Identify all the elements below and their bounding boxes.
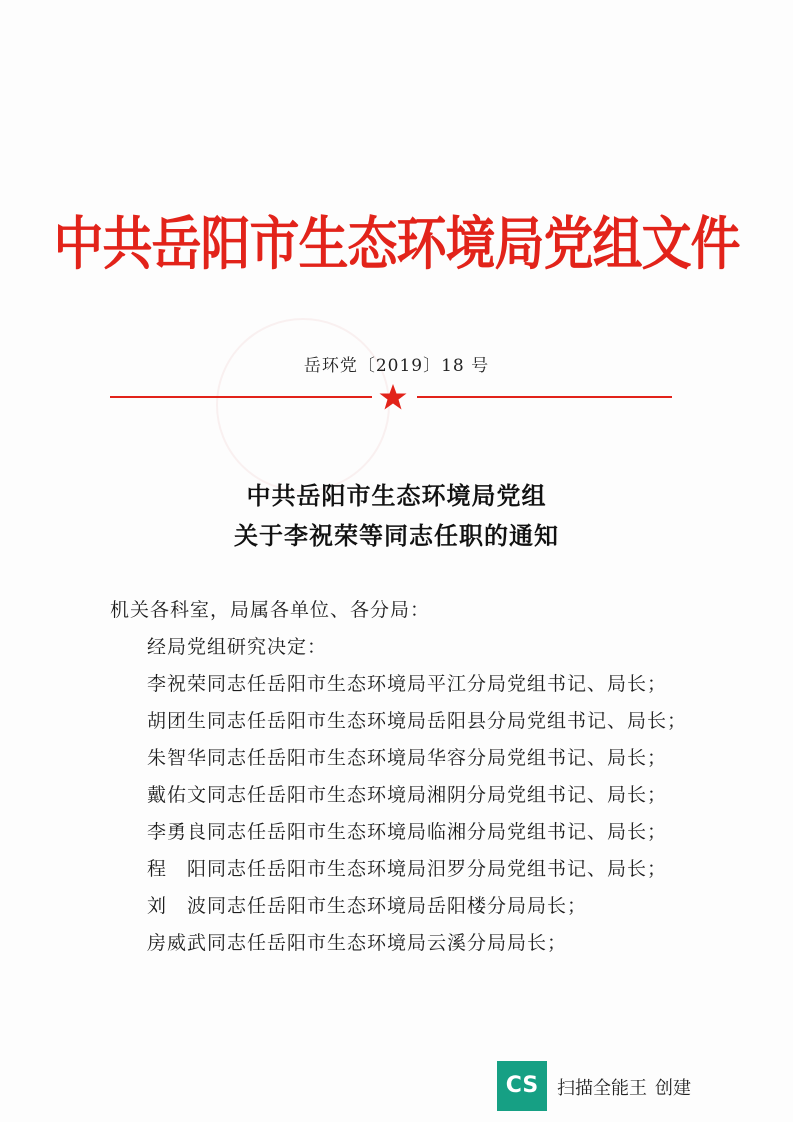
red-divider-right xyxy=(417,396,672,398)
red-divider-left xyxy=(110,396,372,398)
red-header-title: 中共岳阳市生态环境局党组文件 xyxy=(53,210,740,278)
app-name: 扫描全能王 xyxy=(557,1078,647,1099)
appointment-item: 程 阳同志任岳阳市生态环境局汨罗分局党组书记、局长； xyxy=(147,858,668,880)
faint-seal-mark xyxy=(216,318,390,492)
camscanner-watermark-text xyxy=(557,1074,691,1100)
appointment-item: 房威武同志任岳阳市生态环境局云溪分局局长； xyxy=(147,932,568,954)
appointment-item: 刘 波同志任岳阳市生态环境局岳阳楼分局局长； xyxy=(147,895,588,917)
appointment-item: 戴佑文同志任岳阳市生态环境局湘阴分局党组书记、局长； xyxy=(147,784,668,806)
watermark-action: 创建 xyxy=(655,1078,691,1099)
appointment-item: 李勇良同志任岳阳市生态环境局临湘分局党组书记、局长； xyxy=(147,821,668,843)
notice-title-line1: 中共岳阳市生态环境局党组 xyxy=(246,482,547,510)
appointment-item: 李祝荣同志任岳阳市生态环境局平江分局党组书记、局长； xyxy=(147,673,668,695)
camscanner-logo: CS xyxy=(497,1061,547,1111)
document-number: 岳环党〔2019〕18 号 xyxy=(303,356,490,376)
salutation: 机关各科室，局属各单位、各分局： xyxy=(110,599,431,621)
red-star-icon xyxy=(378,382,408,412)
notice-title-line2: 关于李祝荣等同志任职的通知 xyxy=(234,522,559,550)
intro-line: 经局党组研究决定： xyxy=(147,636,328,658)
appointment-item: 朱智华同志任岳阳市生态环境局华容分局党组书记、局长； xyxy=(147,747,668,769)
appointment-item: 胡团生同志任岳阳市生态环境局岳阳县分局党组书记、局长； xyxy=(147,710,688,732)
